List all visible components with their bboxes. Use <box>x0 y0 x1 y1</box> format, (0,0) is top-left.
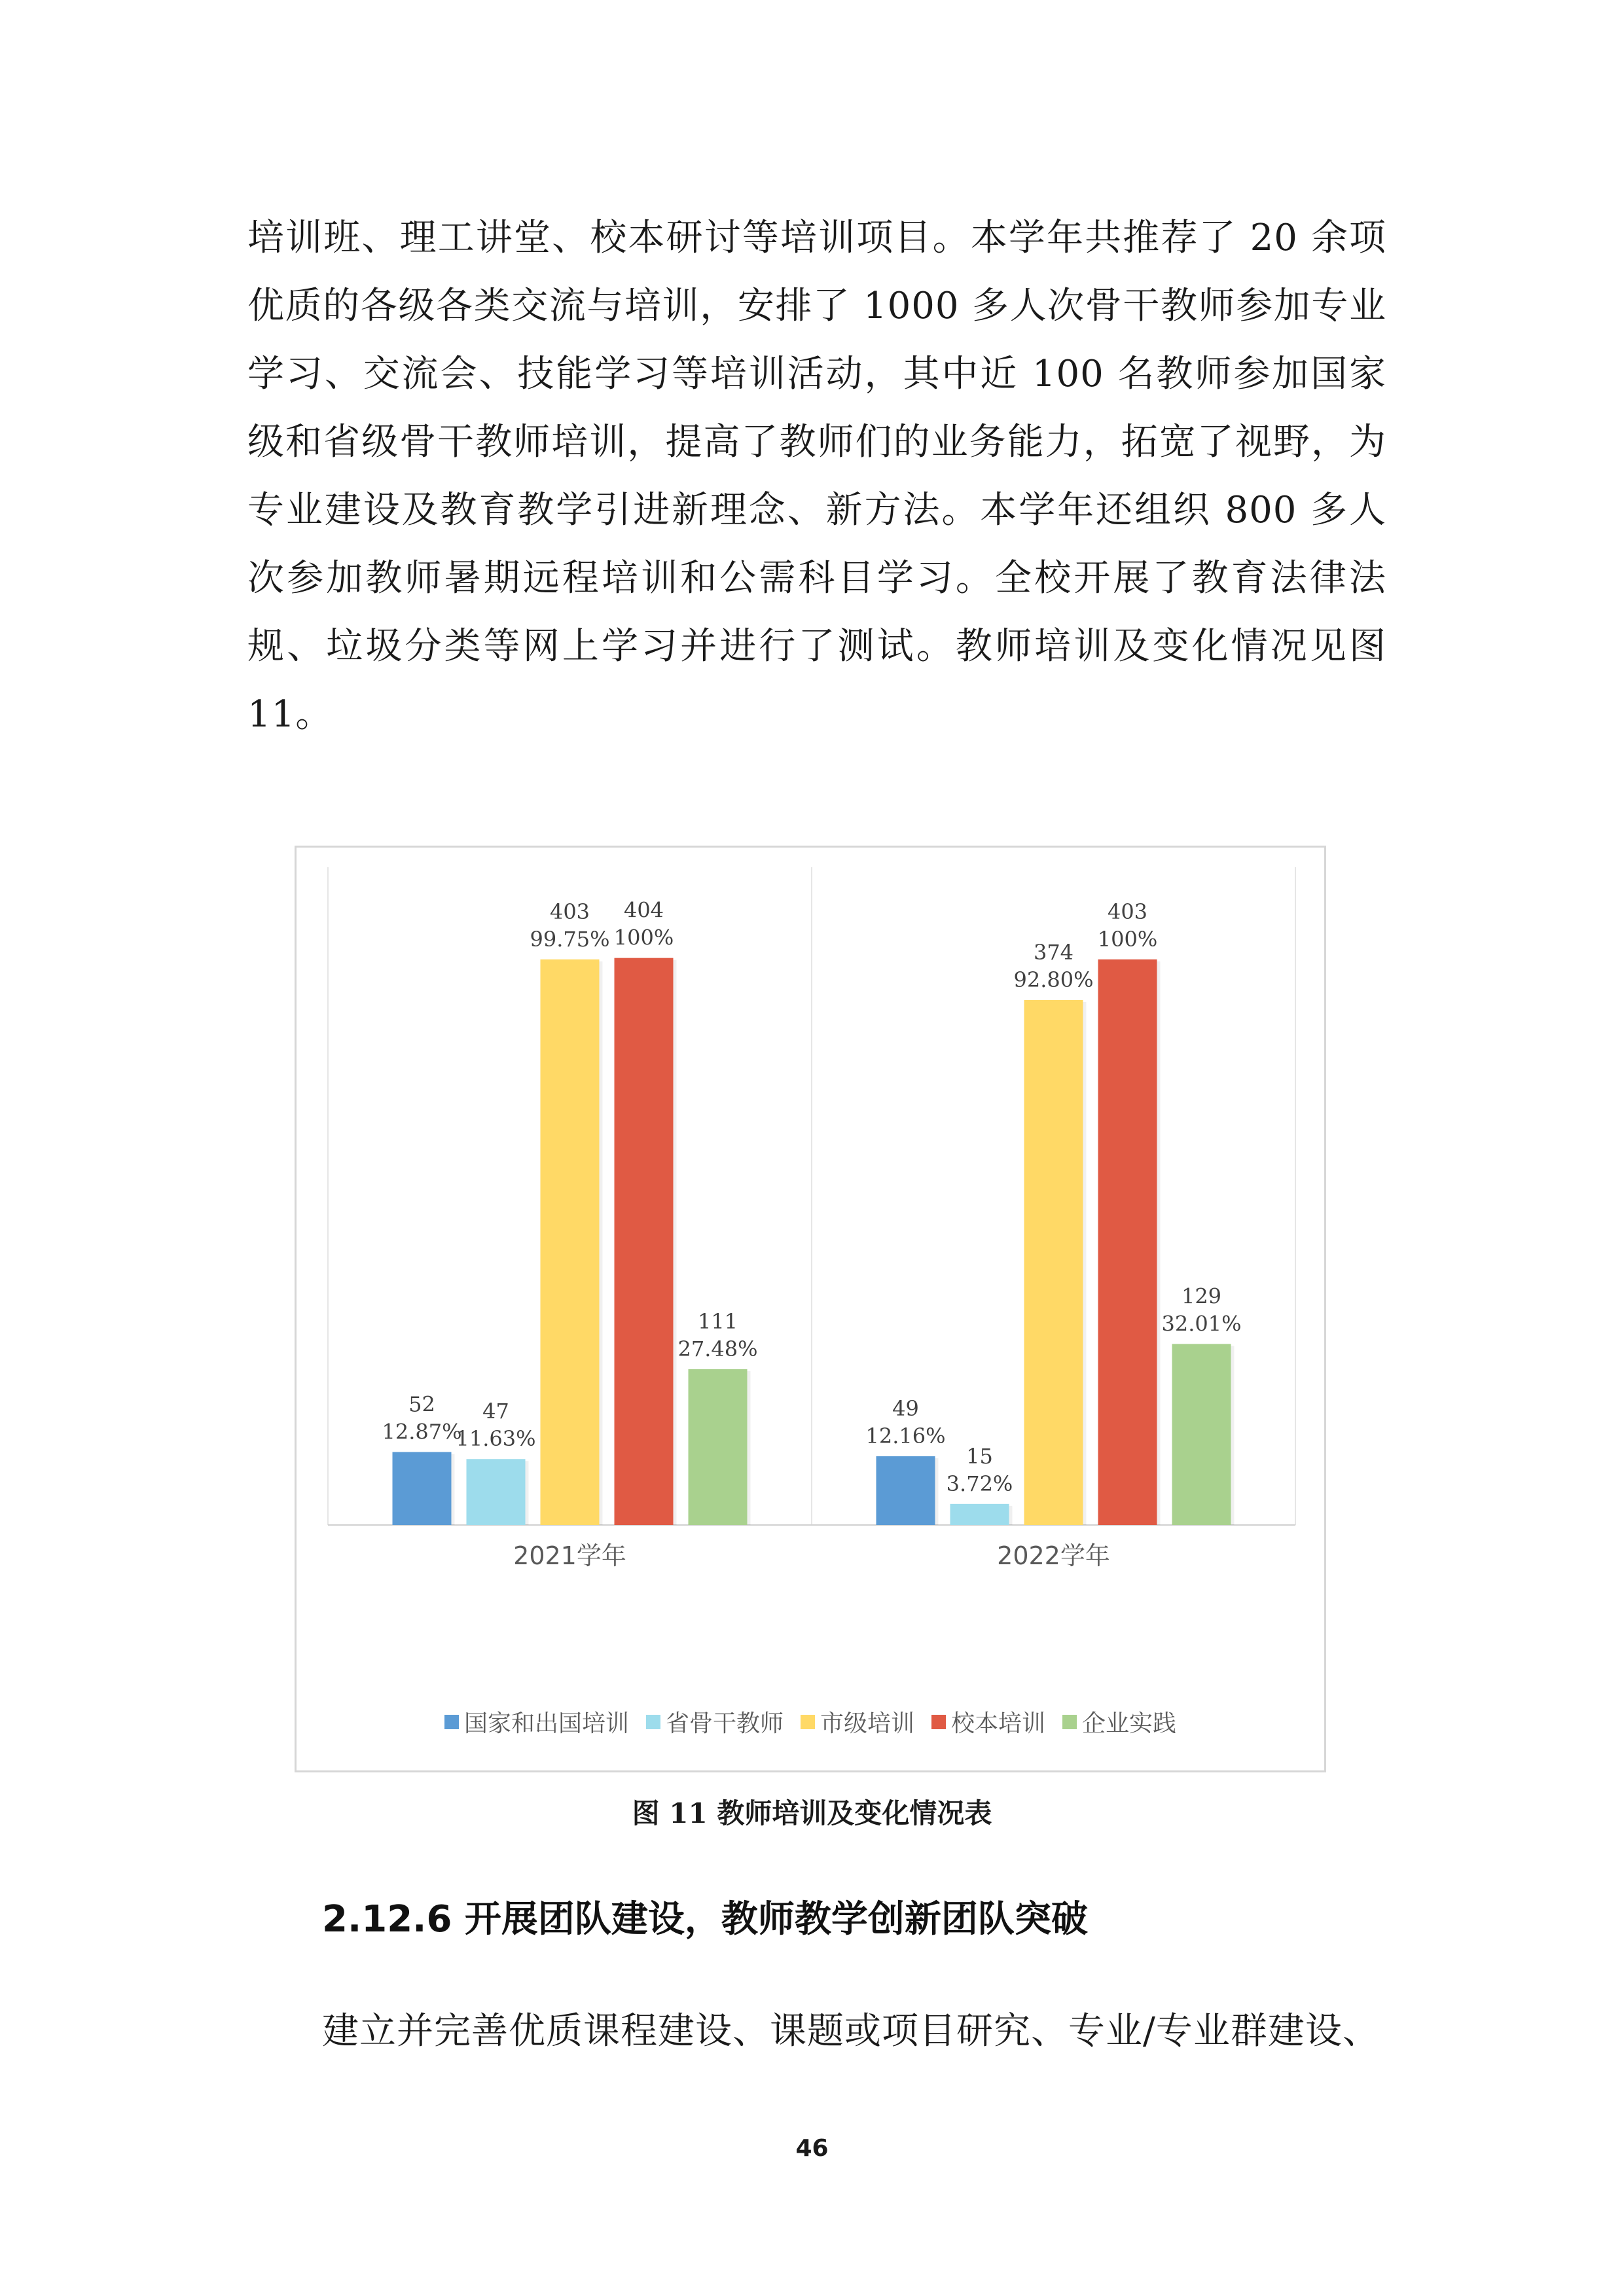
bar-value-label: 129 <box>1181 1283 1222 1309</box>
bar <box>1098 960 1157 1525</box>
legend-item <box>801 1705 914 1738</box>
bar-value-label: 403 <box>1107 899 1148 924</box>
bar-percent-label: 92.80% <box>1013 967 1094 992</box>
figure-caption: 图 11 教师培训及变化情况表 <box>632 1797 992 1829</box>
legend-swatch <box>1062 1715 1077 1729</box>
legend-item <box>931 1705 1045 1738</box>
bar <box>615 958 674 1525</box>
bar-value-label: 403 <box>549 899 590 924</box>
body-paragraph-1: 培训班、理工讲堂、校本研讨等培训项目。本学年共推荐了 20 余项优质的各级各类交流与培训，安排了 1000 多人次骨干教师参加专业学习、交流会、技能学习等培训活动，其中近 100 名教师参加国家级和省级骨干教师培训，提高了教师们的业务能力，拓宽了视野，为专业建设及教育教学引进新理念、新方法。本学年还组织 800 多人次参加教师暑期远程培训和公需科目学习。全校开展了教育法律法规、垃圾分类等网上学习并进行了测试。教师培训及变化情况见图 11。 <box>247 217 1386 736</box>
category-label: 2021学年 <box>513 1541 626 1570</box>
chart-legend <box>297 1705 1324 1738</box>
bar-percent-label: 12.16% <box>865 1423 946 1448</box>
bar-value-label: 404 <box>623 897 664 923</box>
bar <box>950 1504 1009 1525</box>
legend-item <box>646 1705 784 1738</box>
body-paragraph-2: 建立并完善优质课程建设、课题或项目研究、专业/专业群建设、 <box>322 2010 1380 2053</box>
category-label: 2022学年 <box>997 1541 1110 1570</box>
bar-value-label: 47 <box>482 1399 509 1424</box>
bar <box>393 1452 452 1525</box>
bar-value-label: 374 <box>1033 939 1074 965</box>
legend-label: 校本培训 <box>951 1710 1046 1737</box>
section-heading: 2.12.6 开展团队建设，教师教学创新团队突破 <box>322 1898 1088 1941</box>
bar-percent-label: 100% <box>1097 926 1158 952</box>
legend-label: 市级培训 <box>820 1710 914 1737</box>
legend-swatch <box>646 1715 660 1729</box>
bar-percent-label: 12.87% <box>382 1419 462 1444</box>
bar-value-label: 49 <box>892 1395 919 1421</box>
bar <box>541 960 600 1525</box>
bar-percent-label: 32.01% <box>1161 1311 1242 1336</box>
legend-swatch <box>444 1715 459 1729</box>
bar-percent-label: 11.63% <box>456 1426 536 1452</box>
bar-value-label: 111 <box>697 1308 738 1334</box>
legend-swatch <box>801 1715 815 1729</box>
bar <box>689 1369 748 1525</box>
legend-label: 省骨干教师 <box>665 1710 784 1737</box>
bar <box>467 1459 526 1525</box>
legend-label: 企业实践 <box>1082 1710 1177 1737</box>
bar <box>1024 1000 1083 1525</box>
bar-value-label: 52 <box>408 1391 435 1417</box>
legend-label: 国家和出国培训 <box>463 1710 629 1737</box>
bar-percent-label: 100% <box>613 925 674 950</box>
bar-value-label: 15 <box>966 1443 993 1469</box>
page-number: 46 <box>795 2135 829 2162</box>
bar-percent-label: 99.75% <box>530 926 610 952</box>
teacher-training-bar-chart <box>297 848 1324 1770</box>
legend-item <box>1062 1705 1176 1738</box>
bar <box>876 1456 935 1525</box>
chart-frame <box>295 846 1326 1772</box>
bar-percent-label: 27.48% <box>677 1336 758 1361</box>
bar-percent-label: 3.72% <box>946 1471 1013 1496</box>
legend-item <box>444 1705 629 1738</box>
bar <box>1172 1344 1231 1525</box>
legend-swatch <box>931 1715 946 1729</box>
